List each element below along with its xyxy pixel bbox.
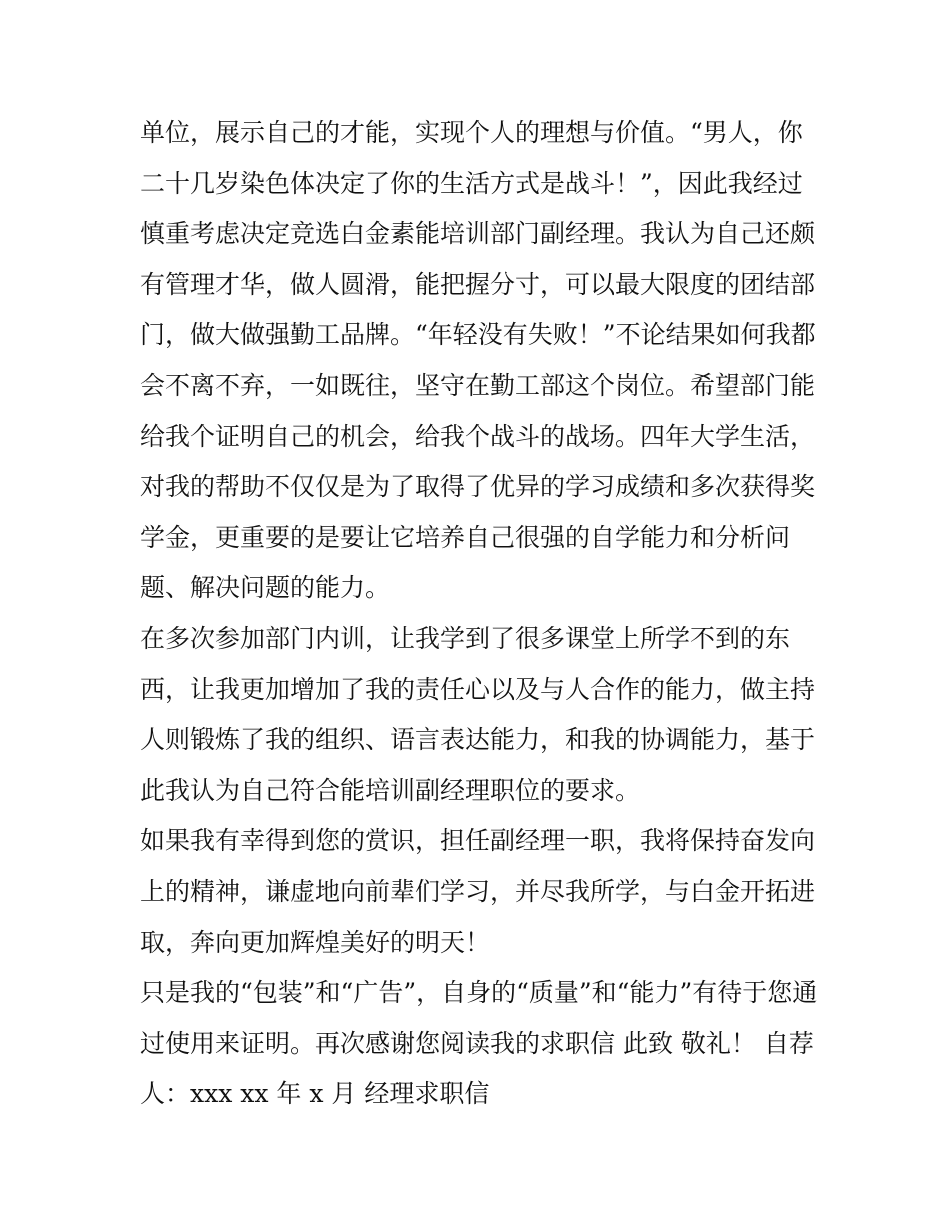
- paragraph-2: [140, 614, 815, 816]
- text-line: 如果我有幸得到您的赏识，担任副经理一职，我将保持奋发向: [140, 826, 816, 856]
- text-line: 慎重考虑决定竞选白金素能培训部门副经理。我认为自己还颇: [140, 219, 816, 249]
- text-line: 学金，更重要的是要让它培养自己很强的自学能力和分析问: [140, 522, 791, 552]
- text-line: 人则锻炼了我的组织、语言表达能力，和我的协调能力，基于: [140, 725, 816, 755]
- text-line: 门，做大做强勤工品牌。“年轻没有失败！”不论结果如何我都: [140, 320, 816, 350]
- text-line: 只是我的“包装”和“广告”，自身的“质量”和“能力”有待于您通: [140, 978, 818, 1008]
- text-line: 单位，展示自己的才能，实现个人的理想与价值。“男人，你: [140, 118, 803, 147]
- text-line: 西，让我更加增加了我的责任心以及与人合作的能力，做主持: [140, 674, 816, 704]
- text-line: 对我的帮助不仅仅是为了取得了优异的学习成绩和多次获得奖: [140, 472, 816, 502]
- text-line: 二十几岁染色体决定了你的生活方式是战斗！”，因此我经过: [140, 168, 803, 198]
- text-line: 取，奔向更加辉煌美好的明天！: [140, 927, 491, 957]
- text-line: 题、解决问题的能力。: [140, 573, 391, 603]
- paragraph-4: [140, 968, 818, 1120]
- text-line: 人：xxx xx 年 x 月 经理求职信: [140, 1079, 490, 1109]
- document-body: [140, 108, 818, 1120]
- text-line: 上的精神，谦虚地向前辈们学习，并尽我所学，与白金开拓进: [140, 876, 816, 906]
- paragraph-1: [140, 108, 815, 614]
- text-line: 有管理才华，做人圆滑，能把握分寸，可以最大限度的团结部: [140, 269, 816, 299]
- text-line: 此我认为自己符合能培训副经理职位的要求。: [140, 775, 641, 805]
- text-line: 过使用来证明。再次感谢您阅读我的求职信 此致 敬礼！ 自荐: [140, 1028, 814, 1058]
- text-line: 在多次参加部门内训，让我学到了很多课堂上所学不到的东: [140, 623, 791, 653]
- paragraph-3: [140, 816, 815, 968]
- text-line: 给我个证明自己的机会，给我个战斗的战场。四年大学生活，: [140, 421, 816, 451]
- text-line: 会不离不弃，一如既往，坚守在勤工部这个岗位。希望部门能: [140, 370, 816, 400]
